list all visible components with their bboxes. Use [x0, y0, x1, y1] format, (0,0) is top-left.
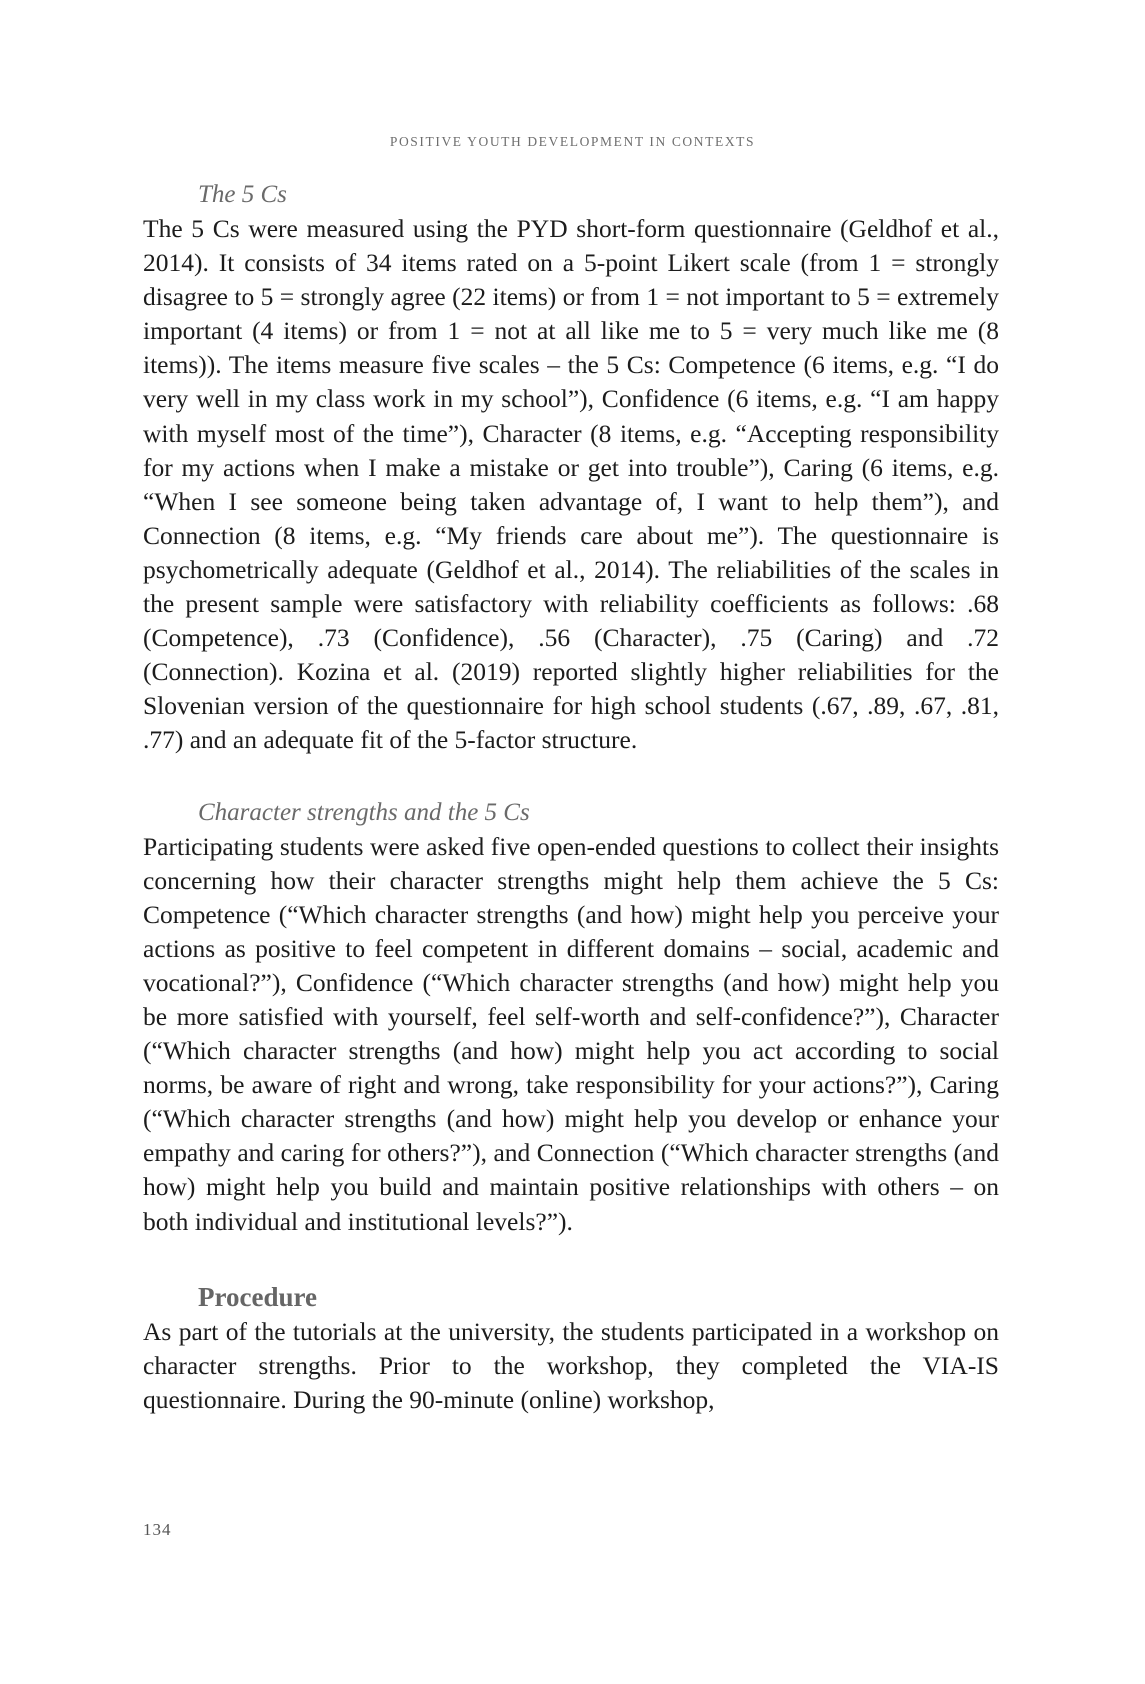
paragraph-procedure: As part of the tutorials at the university, the students participated in a workshop on character strengths. Prior to the workshop, they completed the VIA-IS questionnaire. During the 90-minute (online) workshop,: [143, 1316, 999, 1414]
subheading-5cs: The 5 Cs: [198, 181, 287, 208]
subheading-character-strengths: Character strengths and the 5 Cs: [198, 798, 530, 826]
section-spacer: [143, 758, 999, 796]
section-heading-procedure: Procedure: [198, 1281, 317, 1312]
section-spacer: [143, 1239, 999, 1279]
page-content: [143, 178, 999, 1417]
page-number: 134: [143, 1520, 172, 1539]
paragraph-5cs: The 5 Cs were measured using the PYD short-form questionnaire (Geldhof et al., 2014). It consists of 34 items rated on a 5-point Likert scale (from 1 = strongly disagree to 5 = strongly agree (22 items) or from 1 = not important to 5 = extremely important (4 items) or from 1 = not at all like me to 5 = very much like me (8 items)). The items measure five scales – the 5 Cs: Competence (6 items, e.g. “I do very well in my class work in my school”), Confidence (6 items, e.g. “I am happy with myself most of the time”), Character (8 items, e.g. “Accepting responsibility for my actions when I make a mistake or get into trouble”), Caring (6 items, e.g. “When I see someone being taken advantage of, I want to help them”), and Connection (8 items, e.g. “My friends care about me”). The questionnaire is psychometrically adequate (Geldhof et al., 2014). The reliabilities of the scales in the present sample were satisfactory with reliability coefficients as follows: .68 (Competence), .73 (Confidence), .56 (Character), .75 (Caring) and .72 (Connection). Kozina et al. (2019) reported slightly higher reliabilities for the Slovenian version of the questionnaire for high school students (.67, .89, .67, .81, .77) and an adequate fit of the 5-factor structure.: [143, 214, 999, 755]
running-head: POSITIVE YOUTH DEVELOPMENT IN CONTEXTS: [389, 134, 756, 149]
paragraph-character-strengths: Participating students were asked five open-ended questions to collect their insights concerning how their character strengths might help them achieve the 5 Cs: Competence (“Which character strengths (and how) might help you perceive your actions as positive to feel competent in different domains – social, academic and vocational?”), Confidence (“Which character strengths (and how) might help you be more satisfied with yourself, feel self-worth and self-confidence?”), Character (“Which character strengths (and how) might help you act according to social norms, be aware of right and wrong, take responsibility for your actions?”), Caring (“Which character strengths (and how) might help you develop or enhance your empathy and caring for others?”), and Connection (“Which character strengths (and how) might help you build and maintain positive relationships with others – on both individual and institutional levels?”).: [143, 831, 999, 1236]
